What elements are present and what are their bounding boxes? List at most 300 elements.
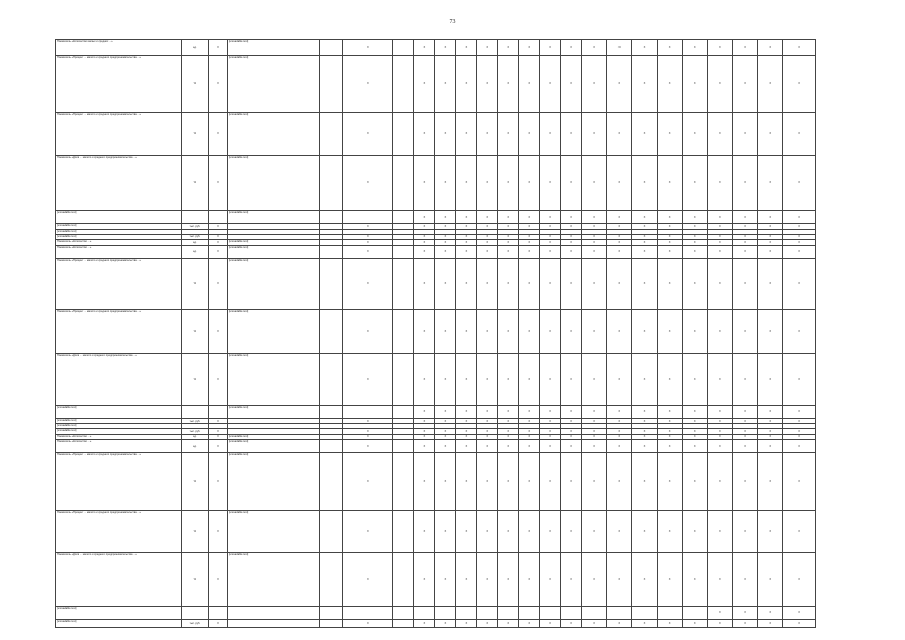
table-cell: X: [783, 245, 816, 258]
table-cell: X: [682, 55, 707, 113]
table-cell: X: [707, 224, 732, 230]
table-cell: X: [456, 55, 477, 113]
table-cell: X: [632, 40, 657, 56]
table-cell: X: [682, 234, 707, 240]
table-cell: X: [519, 211, 540, 224]
table-cell: X: [540, 211, 561, 224]
table-cell: X: [582, 453, 607, 511]
table-cell: X: [540, 440, 561, 453]
table-cell: X: [209, 310, 228, 354]
table-cell: X: [414, 553, 435, 606]
row-note: [unreadable text]: [227, 245, 319, 258]
table-cell: X: [582, 511, 607, 553]
table-cell: X: [540, 40, 561, 56]
table-cell: ед.: [181, 240, 208, 246]
table-cell: [435, 606, 456, 619]
table-cell: X: [783, 354, 816, 405]
table-cell: X: [561, 155, 582, 211]
table-cell: X: [783, 429, 816, 435]
table-cell: X: [519, 310, 540, 354]
table-cell: X: [540, 258, 561, 309]
table-cell: X: [657, 434, 682, 440]
table-cell: X: [456, 245, 477, 258]
table-cell: [209, 606, 228, 619]
table-cell: X: [582, 258, 607, 309]
table-cell: [393, 55, 414, 113]
table-cell: X: [783, 211, 816, 224]
table-cell: X: [733, 511, 758, 553]
row-note: [unreadable text]: [227, 211, 319, 224]
table-cell: X: [477, 405, 498, 418]
table-row: [56, 606, 816, 619]
table-cell: [498, 606, 519, 619]
table-cell: X: [733, 258, 758, 309]
table-cell: X: [435, 553, 456, 606]
table-row: [56, 211, 816, 224]
table-cell: X: [561, 258, 582, 309]
table-cell: X: [632, 234, 657, 240]
table-cell: X: [456, 429, 477, 435]
row-description: Показатель «Количество малых и средних ...»: [56, 40, 182, 56]
table-cell: X: [783, 620, 816, 628]
table-cell: X: [707, 240, 732, 246]
table-row: [56, 354, 816, 405]
table-cell: X: [477, 434, 498, 440]
table-cell: [393, 310, 414, 354]
table-cell: X: [456, 211, 477, 224]
table-cell: X: [519, 553, 540, 606]
table-cell: X: [414, 258, 435, 309]
table-cell: [320, 354, 343, 405]
table-cell: X: [607, 245, 632, 258]
table-cell: X: [540, 240, 561, 246]
table-cell: %: [181, 155, 208, 211]
table-cell: X: [657, 245, 682, 258]
table-cell: %: [181, 511, 208, 553]
table-cell: X: [632, 418, 657, 424]
table-cell: X: [540, 55, 561, 113]
row-description: Показатель «Количество ...»: [56, 440, 182, 453]
table-cell: X: [519, 234, 540, 240]
table-cell: тыс. руб.: [181, 224, 208, 230]
table-cell: X: [498, 234, 519, 240]
table-cell: X: [519, 245, 540, 258]
row-note: [unreadable text]: [227, 434, 319, 440]
table-cell: X: [632, 405, 657, 418]
budget-table: [55, 39, 816, 628]
table-cell: [320, 405, 343, 418]
table-cell: X: [758, 211, 783, 224]
row-note: [227, 606, 319, 619]
table-cell: X: [343, 418, 393, 424]
table-cell: X: [632, 258, 657, 309]
table-cell: X: [607, 405, 632, 418]
row-note: [unreadable text]: [227, 55, 319, 113]
table-cell: X: [607, 354, 632, 405]
row-description: Показатель «Процент ... малого и среднего предпринимательства ...»: [56, 310, 182, 354]
table-cell: X: [209, 440, 228, 453]
table-cell: X: [477, 155, 498, 211]
table-cell: [181, 405, 208, 418]
row-description: [unreadable text]: [56, 424, 182, 429]
table-cell: X: [498, 211, 519, 224]
table-cell: X: [540, 224, 561, 230]
table-row: [56, 620, 816, 628]
row-description: Показатель «Процент ... малого и среднего предпринимательства ...»: [56, 113, 182, 155]
row-description: Показатель «Процент ... малого и среднего предпринимательства ...»: [56, 55, 182, 113]
table-cell: X: [540, 245, 561, 258]
table-cell: X: [632, 453, 657, 511]
table-cell: X: [456, 240, 477, 246]
table-cell: X: [657, 224, 682, 230]
table-cell: X: [607, 258, 632, 309]
table-cell: X: [498, 553, 519, 606]
table-cell: X: [758, 245, 783, 258]
table-cell: [682, 606, 707, 619]
row-description: Показатель «Количество ...»: [56, 240, 182, 246]
table-cell: X: [582, 155, 607, 211]
table-cell: X: [783, 224, 816, 230]
table-cell: [393, 354, 414, 405]
table-cell: X: [758, 606, 783, 619]
table-cell: X: [682, 258, 707, 309]
row-note: [unreadable text]: [227, 258, 319, 309]
table-cell: X: [682, 553, 707, 606]
table-cell: X: [758, 258, 783, 309]
table-cell: X: [456, 434, 477, 440]
table-cell: [519, 606, 540, 619]
table-cell: X: [783, 310, 816, 354]
table-cell: тыс. руб.: [181, 620, 208, 628]
table-cell: X: [540, 620, 561, 628]
table-cell: X: [435, 405, 456, 418]
table-cell: X: [758, 429, 783, 435]
table-cell: X: [209, 113, 228, 155]
table-cell: X: [607, 429, 632, 435]
table-cell: X: [435, 224, 456, 230]
table-cell: ед.: [181, 434, 208, 440]
table-cell: X: [343, 234, 393, 240]
table-cell: [657, 606, 682, 619]
table-cell: X: [707, 113, 732, 155]
table-cell: X: [632, 211, 657, 224]
table-cell: X: [657, 620, 682, 628]
table-cell: X: [758, 434, 783, 440]
table-cell: [320, 620, 343, 628]
table-cell: [393, 553, 414, 606]
row-description: Показатель «Процент ... малого и среднего предпринимательства ...»: [56, 258, 182, 309]
table-cell: X: [657, 511, 682, 553]
table-cell: X: [540, 553, 561, 606]
table-cell: X: [435, 511, 456, 553]
table-cell: X: [607, 453, 632, 511]
page-number: 73: [449, 19, 456, 25]
row-note: [unreadable text]: [227, 354, 319, 405]
table-cell: X: [783, 418, 816, 424]
table-cell: тыс. руб.: [181, 429, 208, 435]
table-cell: X: [561, 310, 582, 354]
table-cell: X: [682, 511, 707, 553]
table-cell: X: [733, 55, 758, 113]
table-cell: X: [435, 429, 456, 435]
table-row: [56, 440, 816, 453]
table-cell: [393, 40, 414, 56]
table-cell: X: [414, 434, 435, 440]
table-cell: X: [783, 240, 816, 246]
table-cell: X: [582, 234, 607, 240]
table-cell: X: [758, 440, 783, 453]
table-cell: X: [498, 429, 519, 435]
table-cell: X: [456, 234, 477, 240]
table-cell: X: [682, 113, 707, 155]
row-note: [unreadable text]: [227, 405, 319, 418]
table-cell: X: [498, 453, 519, 511]
table-cell: X: [607, 240, 632, 246]
table-cell: [320, 606, 343, 619]
table-cell: X: [733, 453, 758, 511]
table-cell: X: [414, 354, 435, 405]
table-cell: X: [498, 245, 519, 258]
table-cell: X: [758, 620, 783, 628]
table-cell: X: [414, 240, 435, 246]
table-cell: X: [456, 155, 477, 211]
table-cell: X: [682, 418, 707, 424]
table-cell: [181, 606, 208, 619]
table-cell: X: [657, 155, 682, 211]
row-description: [unreadable text]: [56, 224, 182, 230]
table-cell: [393, 511, 414, 553]
table-cell: X: [682, 405, 707, 418]
table-cell: X: [783, 234, 816, 240]
table-cell: X: [519, 620, 540, 628]
table-cell: X: [657, 453, 682, 511]
table-cell: X: [498, 405, 519, 418]
table-cell: X: [758, 310, 783, 354]
table-cell: X: [561, 113, 582, 155]
table-cell: X: [632, 354, 657, 405]
table-cell: X: [209, 354, 228, 405]
table-cell: X: [632, 553, 657, 606]
table-cell: X: [456, 310, 477, 354]
table-cell: X: [607, 234, 632, 240]
table-cell: [320, 55, 343, 113]
table-cell: X: [561, 224, 582, 230]
table-cell: X: [414, 40, 435, 56]
table-cell: X: [456, 113, 477, 155]
table-cell: X: [682, 211, 707, 224]
table-cell: %: [181, 354, 208, 405]
table-cell: [393, 245, 414, 258]
table-cell: [393, 211, 414, 224]
table-cell: X: [540, 354, 561, 405]
table-cell: X: [607, 55, 632, 113]
table-cell: X: [435, 245, 456, 258]
table-cell: X: [707, 234, 732, 240]
table-cell: X: [632, 429, 657, 435]
row-description: [unreadable text]: [56, 234, 182, 240]
table-cell: [343, 405, 393, 418]
table-cell: [456, 606, 477, 619]
table-cell: X: [456, 405, 477, 418]
table-cell: X: [519, 40, 540, 56]
table-cell: X: [582, 418, 607, 424]
table-cell: [561, 606, 582, 619]
table-cell: X: [561, 620, 582, 628]
table-cell: X: [477, 620, 498, 628]
table-cell: X: [632, 155, 657, 211]
table-cell: X: [657, 405, 682, 418]
table-cell: X: [519, 155, 540, 211]
table-cell: X: [540, 155, 561, 211]
table-cell: X: [498, 40, 519, 56]
table-cell: тыс. руб.: [181, 234, 208, 240]
table-cell: X: [682, 240, 707, 246]
table-cell: [209, 405, 228, 418]
table-cell: X: [498, 240, 519, 246]
table-cell: [540, 606, 561, 619]
table-cell: X: [561, 453, 582, 511]
table-cell: X: [733, 429, 758, 435]
table-cell: X: [707, 211, 732, 224]
table-cell: X: [561, 55, 582, 113]
table-cell: [209, 211, 228, 224]
table-cell: X: [456, 224, 477, 230]
table-cell: X: [209, 55, 228, 113]
table-cell: X: [561, 245, 582, 258]
table-cell: [393, 258, 414, 309]
table-cell: X: [607, 211, 632, 224]
table-cell: X: [733, 211, 758, 224]
table-cell: X: [657, 354, 682, 405]
table-cell: X: [209, 240, 228, 246]
table-row: [56, 245, 816, 258]
table-cell: X: [707, 40, 732, 56]
table-cell: [343, 211, 393, 224]
table-cell: X: [657, 211, 682, 224]
table-cell: X: [582, 553, 607, 606]
table-cell: X: [733, 418, 758, 424]
row-description: [unreadable text]: [56, 418, 182, 424]
table-cell: [393, 620, 414, 628]
table-cell: X: [498, 434, 519, 440]
table-cell: X: [519, 240, 540, 246]
row-description: [unreadable text]: [56, 229, 182, 234]
table-row: [56, 155, 816, 211]
table-cell: %: [181, 310, 208, 354]
table-cell: X: [343, 245, 393, 258]
table-cell: X: [519, 418, 540, 424]
table-cell: X: [632, 245, 657, 258]
table-cell: X: [582, 354, 607, 405]
table-cell: [320, 258, 343, 309]
row-description: [unreadable text]: [56, 620, 182, 628]
table-cell: X: [498, 113, 519, 155]
table-cell: X: [682, 434, 707, 440]
table-cell: X: [456, 354, 477, 405]
table-cell: X: [561, 234, 582, 240]
table-cell: X: [682, 440, 707, 453]
table-cell: X: [561, 211, 582, 224]
table-cell: X: [435, 55, 456, 113]
table-row: [56, 258, 816, 309]
table-cell: X: [783, 40, 816, 56]
table-cell: X: [414, 211, 435, 224]
table-cell: X: [707, 434, 732, 440]
table-cell: X: [519, 434, 540, 440]
table-cell: X: [456, 553, 477, 606]
table-cell: X: [582, 240, 607, 246]
table-cell: [320, 211, 343, 224]
table-cell: X: [582, 40, 607, 56]
table-cell: X: [498, 310, 519, 354]
table-cell: X: [561, 40, 582, 56]
table-cell: X: [632, 55, 657, 113]
row-description: [unreadable text]: [56, 606, 182, 619]
table-cell: X: [607, 434, 632, 440]
table-cell: X: [657, 234, 682, 240]
table-cell: X: [498, 620, 519, 628]
table-cell: X: [733, 606, 758, 619]
table-cell: X: [632, 511, 657, 553]
table-cell: X: [519, 405, 540, 418]
table-cell: X: [758, 453, 783, 511]
table-cell: X: [758, 113, 783, 155]
row-note: [unreadable text]: [227, 113, 319, 155]
table-cell: [320, 511, 343, 553]
table-cell: X: [540, 234, 561, 240]
table-cell: X: [657, 240, 682, 246]
table-cell: X: [561, 418, 582, 424]
table-cell: X: [343, 620, 393, 628]
row-note: [unreadable text]: [227, 440, 319, 453]
table-cell: X: [209, 234, 228, 240]
table-cell: X: [209, 434, 228, 440]
table-cell: ед.: [181, 440, 208, 453]
table-cell: [320, 113, 343, 155]
table-cell: X: [733, 240, 758, 246]
table-cell: X: [632, 620, 657, 628]
table-cell: X: [733, 354, 758, 405]
table-cell: X: [682, 310, 707, 354]
table-cell: [393, 405, 414, 418]
table-cell: X: [519, 258, 540, 309]
table-cell: X: [758, 511, 783, 553]
table-cell: X: [209, 429, 228, 435]
table-cell: X: [657, 258, 682, 309]
table-cell: X: [477, 354, 498, 405]
table-row: [56, 453, 816, 511]
table-cell: X: [783, 258, 816, 309]
row-description: Показатель «Процент ... малого и среднего предпринимательства ...»: [56, 511, 182, 553]
table-cell: X: [758, 354, 783, 405]
table-cell: X: [435, 155, 456, 211]
table-cell: X: [435, 310, 456, 354]
table-cell: X: [758, 40, 783, 56]
table-cell: X: [209, 258, 228, 309]
table-cell: X: [477, 440, 498, 453]
table-cell: X: [707, 553, 732, 606]
table-cell: X: [540, 434, 561, 440]
table-cell: X: [209, 453, 228, 511]
table-cell: X: [414, 155, 435, 211]
table-row: [56, 511, 816, 553]
table-cell: X: [733, 440, 758, 453]
table-cell: X: [561, 405, 582, 418]
table-cell: X: [477, 55, 498, 113]
table-cell: ед.: [181, 40, 208, 56]
table-cell: X: [477, 429, 498, 435]
table-cell: X: [209, 155, 228, 211]
